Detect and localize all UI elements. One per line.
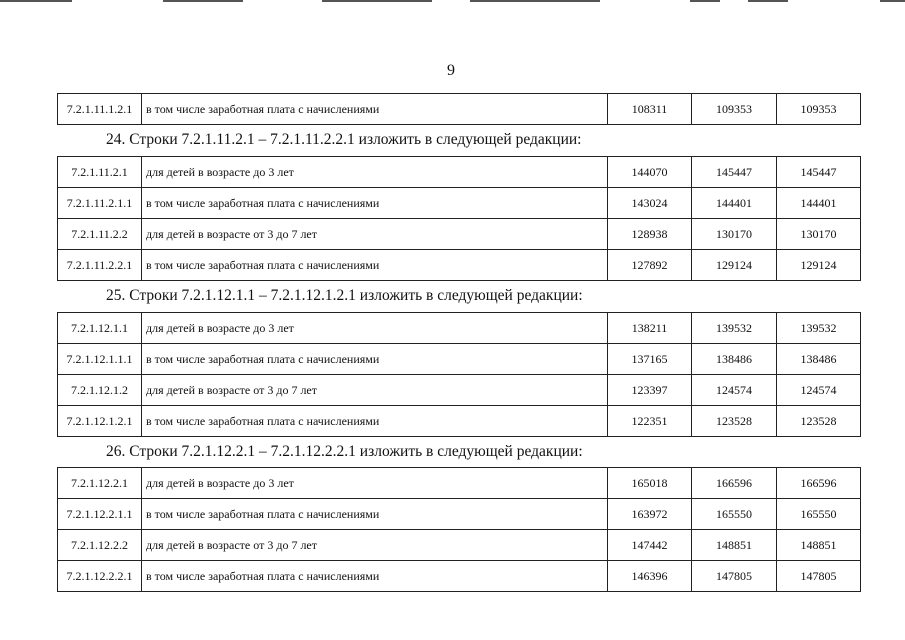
row-description: для детей в возрасте от 3 до 7 лет xyxy=(142,219,608,250)
row-code: 7.2.1.12.1.1.1 xyxy=(58,344,142,375)
row-code: 7.2.1.12.2.2 xyxy=(58,530,142,561)
row-value-1: 122351 xyxy=(608,406,692,437)
section-table xyxy=(57,156,861,281)
row-code: 7.2.1.11.2.2 xyxy=(58,219,142,250)
section-heading: 26. Строки 7.2.1.12.2.1 – 7.2.1.12.2.2.1 изложить в следующей редакции: xyxy=(106,443,583,460)
scan-edge-mark xyxy=(880,0,905,2)
row-value-3: 165550 xyxy=(777,499,861,530)
row-value-2: 130170 xyxy=(692,219,777,250)
section-heading: 24. Строки 7.2.1.11.2.1 – 7.2.1.11.2.2.1 изложить в следующей редакции: xyxy=(106,131,582,148)
scan-edge-mark xyxy=(0,0,72,2)
row-description: для детей в возрасте до 3 лет xyxy=(142,468,608,499)
row-value-2: 165550 xyxy=(692,499,777,530)
row-value-1: 146396 xyxy=(608,561,692,592)
section-table xyxy=(57,467,861,592)
table-row xyxy=(58,530,861,561)
row-description: для детей в возрасте до 3 лет xyxy=(142,313,608,344)
row-value-2: 109353 xyxy=(692,94,777,125)
row-value-2: 139532 xyxy=(692,313,777,344)
row-value-2: 145447 xyxy=(692,157,777,188)
row-value-3: 147805 xyxy=(777,561,861,592)
row-value-2: 144401 xyxy=(692,188,777,219)
row-value-3: 130170 xyxy=(777,219,861,250)
row-description: для детей в возрасте до 3 лет xyxy=(142,157,608,188)
row-value-1: 163972 xyxy=(608,499,692,530)
row-code: 7.2.1.12.1.2 xyxy=(58,375,142,406)
row-value-2: 129124 xyxy=(692,250,777,281)
row-code: 7.2.1.12.1.1 xyxy=(58,313,142,344)
row-value-1: 138211 xyxy=(608,313,692,344)
row-description: в том числе заработная плата с начислениями xyxy=(142,406,608,437)
row-value-1: 165018 xyxy=(608,468,692,499)
row-description: для детей в возрасте от 3 до 7 лет xyxy=(142,375,608,406)
row-value-2: 123528 xyxy=(692,406,777,437)
table-row xyxy=(58,561,861,592)
row-value-3: 139532 xyxy=(777,313,861,344)
row-value-3: 129124 xyxy=(777,250,861,281)
row-value-1: 123397 xyxy=(608,375,692,406)
scan-edge-mark xyxy=(163,0,243,2)
scan-edge-mark xyxy=(690,0,720,2)
table-row xyxy=(58,344,861,375)
row-value-1: 137165 xyxy=(608,344,692,375)
row-description: в том числе заработная плата с начислениями xyxy=(142,94,608,125)
table-row xyxy=(58,313,861,344)
row-value-3: 109353 xyxy=(777,94,861,125)
scan-edge-mark xyxy=(322,0,432,2)
row-code: 7.2.1.12.2.1.1 xyxy=(58,499,142,530)
row-value-1: 144070 xyxy=(608,157,692,188)
row-value-3: 145447 xyxy=(777,157,861,188)
row-code: 7.2.1.12.2.2.1 xyxy=(58,561,142,592)
row-description: в том числе заработная плата с начислениями xyxy=(142,344,608,375)
section-table xyxy=(57,312,861,437)
row-value-1: 108311 xyxy=(608,94,692,125)
scan-edge-mark xyxy=(470,0,600,2)
row-description: в том числе заработная плата с начислениями xyxy=(142,250,608,281)
row-description: для детей в возрасте от 3 до 7 лет xyxy=(142,530,608,561)
row-description: в том числе заработная плата с начислениями xyxy=(142,499,608,530)
row-value-1: 143024 xyxy=(608,188,692,219)
row-description: в том числе заработная плата с начислениями xyxy=(142,561,608,592)
row-description: в том числе заработная плата с начислениями xyxy=(142,188,608,219)
table-row xyxy=(58,499,861,530)
row-value-3: 123528 xyxy=(777,406,861,437)
table-row xyxy=(58,468,861,499)
row-code: 7.2.1.12.1.2.1 xyxy=(58,406,142,437)
row-code: 7.2.1.11.1.2.1 xyxy=(58,94,142,125)
table-row xyxy=(58,375,861,406)
row-value-3: 138486 xyxy=(777,344,861,375)
row-code: 7.2.1.11.2.1.1 xyxy=(58,188,142,219)
row-code: 7.2.1.11.2.1 xyxy=(58,157,142,188)
row-value-2: 138486 xyxy=(692,344,777,375)
scan-edge-mark xyxy=(748,0,788,2)
row-value-3: 148851 xyxy=(777,530,861,561)
row-value-3: 166596 xyxy=(777,468,861,499)
row-value-1: 147442 xyxy=(608,530,692,561)
row-code: 7.2.1.11.2.2.1 xyxy=(58,250,142,281)
table-row xyxy=(58,157,861,188)
row-value-2: 166596 xyxy=(692,468,777,499)
row-code: 7.2.1.12.2.1 xyxy=(58,468,142,499)
row-value-3: 124574 xyxy=(777,375,861,406)
section-heading: 25. Строки 7.2.1.12.1.1 – 7.2.1.12.1.2.1 изложить в следующей редакции: xyxy=(106,287,583,304)
table-row xyxy=(58,219,861,250)
table-row xyxy=(58,188,861,219)
table-row xyxy=(58,94,861,125)
table-row xyxy=(58,250,861,281)
row-value-1: 128938 xyxy=(608,219,692,250)
row-value-2: 148851 xyxy=(692,530,777,561)
row-value-2: 147805 xyxy=(692,561,777,592)
table-row xyxy=(58,406,861,437)
row-value-2: 124574 xyxy=(692,375,777,406)
budget-table-continued xyxy=(57,93,861,125)
row-value-3: 144401 xyxy=(777,188,861,219)
page-number: 9 xyxy=(447,62,455,79)
row-value-1: 127892 xyxy=(608,250,692,281)
